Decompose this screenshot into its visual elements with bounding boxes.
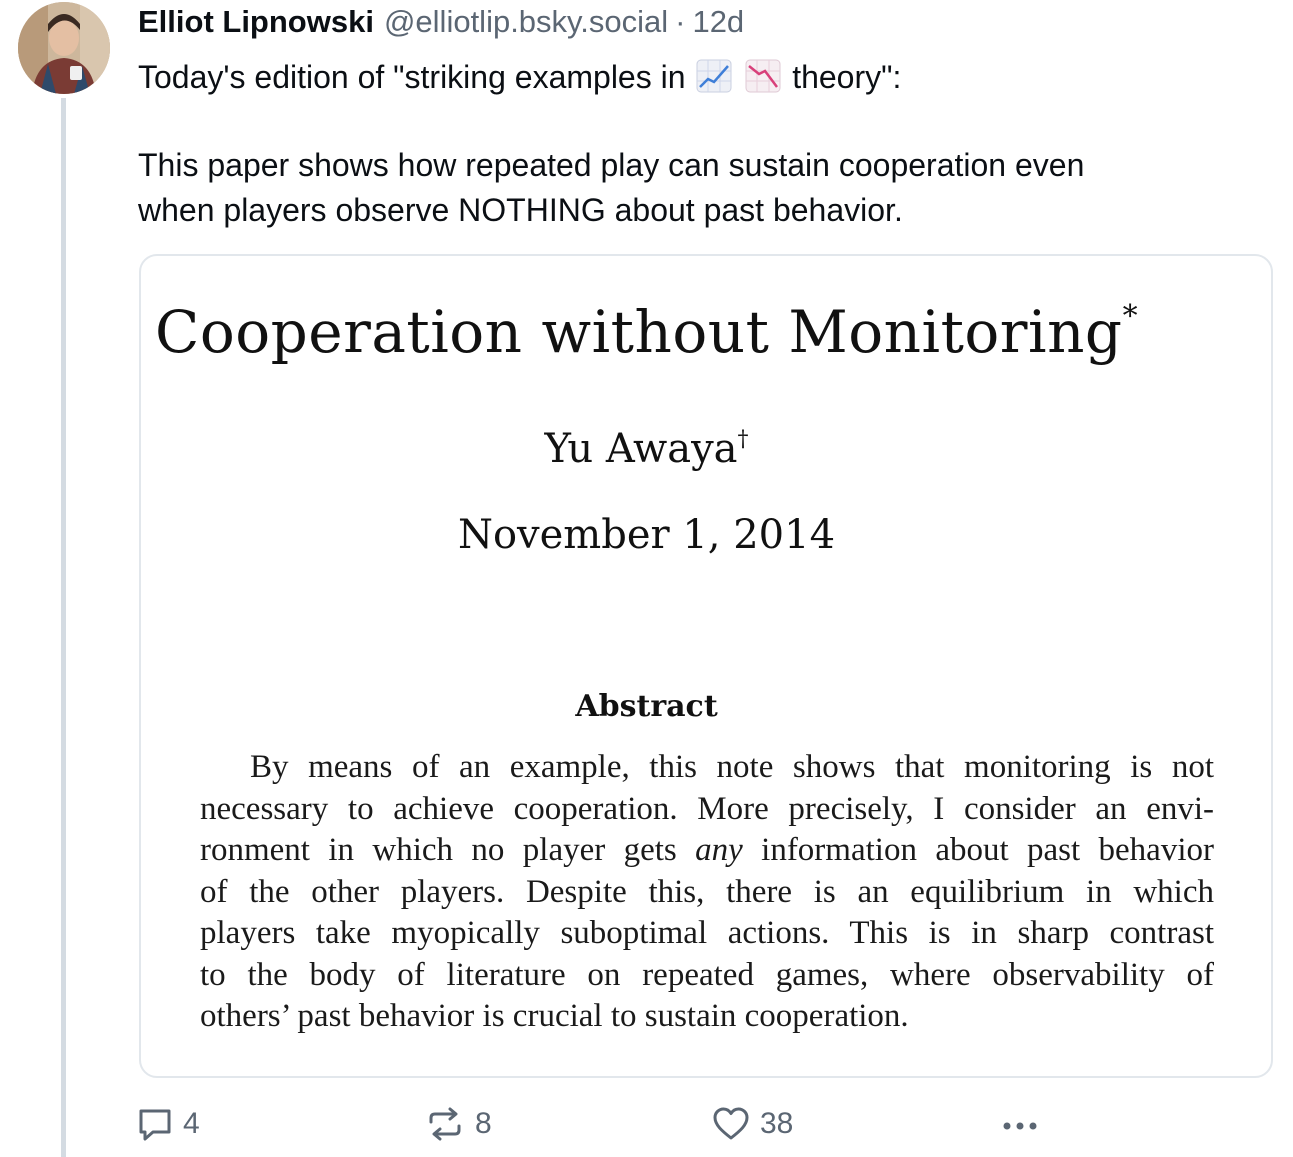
repost-button[interactable] xyxy=(425,1102,492,1146)
abstract-line: By means of an example, this note shows that monitoring is not xyxy=(250,749,1214,785)
abstract-heading: Abstract xyxy=(575,689,718,724)
reply-button[interactable] xyxy=(137,1102,200,1146)
like-count: 38 xyxy=(760,1107,794,1140)
title-footnote-mark: * xyxy=(1122,299,1139,334)
reply-count: 4 xyxy=(183,1107,200,1140)
post-text-part: Today's edition of "striking examples in xyxy=(138,59,686,95)
abstract-line: players take myopically suboptimal actions. This is in sharp contrast xyxy=(200,915,1214,951)
abstract-text: information about past behavior xyxy=(742,832,1214,868)
like-button[interactable] xyxy=(712,1102,793,1146)
post-time[interactable]: 12d xyxy=(692,4,745,39)
abstract-body xyxy=(200,747,1214,1038)
post-text-part: theory": xyxy=(792,59,902,95)
post-text-line-1 xyxy=(138,55,1258,100)
blank-line xyxy=(138,100,1258,143)
chart-decreasing-icon xyxy=(745,59,781,93)
thread-line xyxy=(61,98,66,1157)
abstract-emphasis: any xyxy=(695,832,743,868)
repost-icon xyxy=(425,1106,465,1142)
post-text-line-2: This paper shows how repeated play can sustain cooperation even xyxy=(138,147,1085,183)
abstract-line xyxy=(200,830,1214,872)
reply-icon xyxy=(137,1106,173,1142)
heart-icon xyxy=(712,1106,750,1142)
abstract-line: of the other players. Despite this, there is an equilibrium in which xyxy=(200,873,1214,910)
paper-title xyxy=(0,298,1293,366)
paper-date: November 1, 2014 xyxy=(457,512,836,558)
paper-title-text: Cooperation without Monitoring xyxy=(154,298,1123,366)
ellipsis-icon xyxy=(1001,1106,1041,1142)
avatar-photo xyxy=(18,2,110,94)
more-options-button[interactable] xyxy=(1001,1102,1041,1146)
avatar[interactable] xyxy=(18,2,110,94)
abstract-text: ronment in which no player gets xyxy=(200,832,696,868)
author-footnote-mark: † xyxy=(737,427,749,452)
paper-author-text: Yu Awaya xyxy=(544,426,738,472)
post-actions xyxy=(0,1102,1293,1146)
abstract-line: necessary to achieve cooperation. More precisely, I consider an envi- xyxy=(200,790,1214,827)
abstract-line: to the body of literature on repeated games, where observability of xyxy=(200,956,1214,993)
abstract-line: others’ past behavior is crucial to sustain cooperation. xyxy=(200,998,909,1034)
post-text xyxy=(138,55,1258,233)
post-text-line-3: when players observe NOTHING about past behavior. xyxy=(138,192,903,228)
author-name[interactable]: Elliot Lipnowski xyxy=(138,4,374,39)
post-header xyxy=(138,2,744,42)
paper-author xyxy=(0,426,1293,472)
separator-dot: · xyxy=(675,4,686,39)
repost-count: 8 xyxy=(475,1107,492,1140)
chart-increasing-icon xyxy=(696,59,732,93)
author-handle[interactable]: @elliotlip.bsky.social xyxy=(383,4,669,39)
